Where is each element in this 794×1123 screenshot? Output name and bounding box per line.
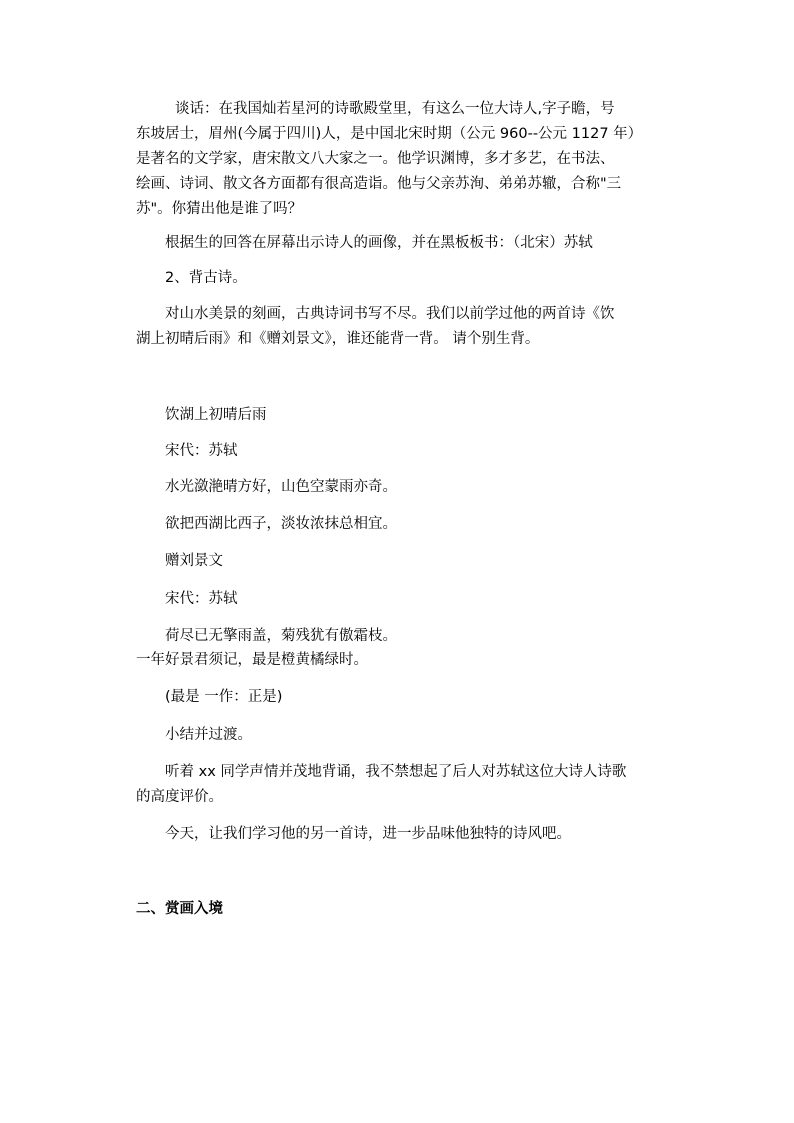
comment-line-2: 的高度评价。 [136,789,223,805]
poem2-author: 宋代：苏轼 [165,591,238,607]
poem1-title: 饮湖上初晴后雨 [165,407,267,423]
intro-line-2: 东坡居士，眉州(今属于四川)人，是中国北宋时期（公元 960--公元 1127 年） [136,126,643,142]
poem2-note: (最是 一作：正是) [165,689,283,705]
summary: 小结并过渡。 [165,727,252,743]
intro-line-4: 绘画、诗词、散文各方面都有很高造诣。他与父亲苏洵、弟弟苏辙，合称"三 [136,176,622,192]
recite-intro-line-2: 湖上初晴后雨》和《赠刘景文》，谁还能背一背。 请个别生背。 [136,331,540,347]
recite-intro-line-1: 对山水美景的刻画，古典诗词书写不尽。我们以前学过他的两首诗《饮 [165,306,615,322]
intro-line-5: 苏"。你猜出他是谁了吗？ [136,201,303,217]
today-line: 今天，让我们学习他的另一首诗，进一步品味他独特的诗风吧。 [165,826,571,842]
intro-line-1: 谈话：在我国灿若星河的诗歌殿堂里，有这么一位大诗人,字子瞻，号 [175,101,615,117]
poem1-author: 宋代：苏轼 [165,443,238,459]
intro-line-3: 是著名的文学家，唐宋散文八大家之一。他学识渊博，多才多艺，在书法、 [136,151,615,167]
step-2-heading: 2、背古诗。 [165,270,247,286]
section-2-heading: 二、赏画入境 [136,901,223,917]
comment-line-1: 听着 xx 同学声情并茂地背诵，我不禁想起了后人对苏轼这位大诗人诗歌 [165,764,627,780]
poem2-line-2: 一年好景君须记，最是橙黄橘绿时。 [136,652,368,668]
board-note: 根据生的回答在屏幕出示诗人的画像，并在黑板板书：（北宋）苏轼 [165,235,593,251]
poem2-line-1: 荷尽已无擎雨盖，菊残犹有傲霜枝。 [165,628,397,644]
poem1-line-1: 水光潋滟晴方好，山色空蒙雨亦奇。 [165,479,397,495]
poem1-line-2: 欲把西湖比西子，淡妆浓抹总相宜。 [165,516,397,532]
poem2-title: 赠刘景文 [165,553,223,569]
